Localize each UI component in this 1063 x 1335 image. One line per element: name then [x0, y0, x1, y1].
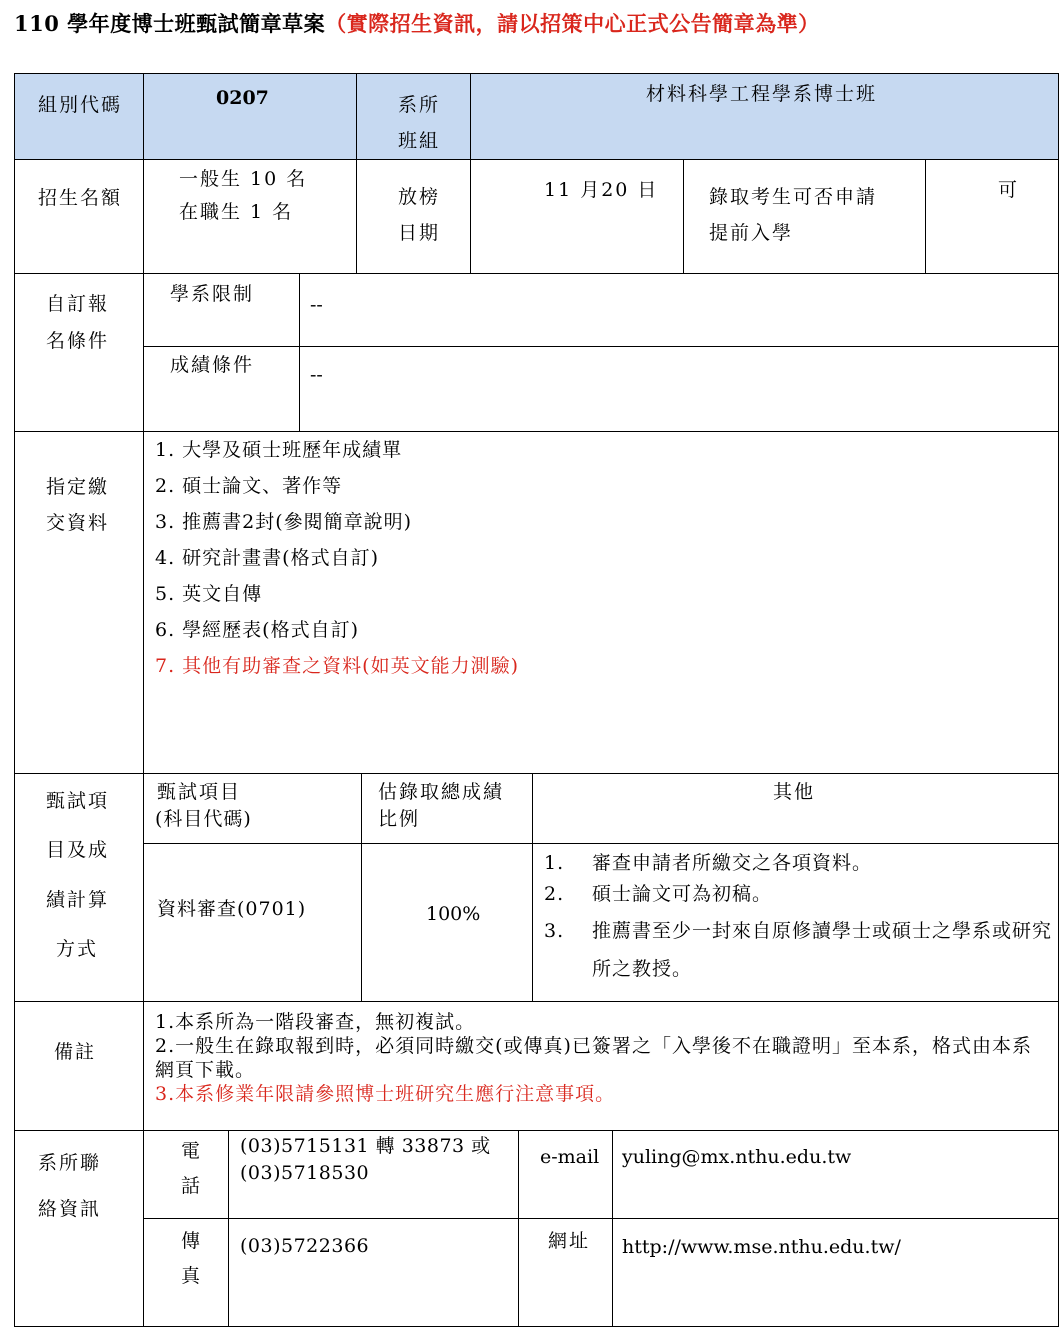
release-date: 11 月20 日: [544, 179, 659, 201]
exam-item-header-line1: 甄試項目: [157, 781, 242, 803]
table-line: [14, 273, 1059, 274]
exam-label-line4: 方式: [56, 938, 99, 960]
table-line: [14, 73, 15, 1327]
table-line: [612, 1130, 613, 1327]
list-item: 2.一般生在錄取報到時，必須同時繳交(或傳真)已簽署之「入學後不在職證明」至本系，格式由本系網頁下載。: [155, 1035, 1032, 1081]
phone-label-line1: 電: [181, 1140, 203, 1162]
release-label-line2: 日期: [398, 222, 441, 244]
phone-label-line2: 話: [181, 1175, 203, 1197]
table-line: [14, 1001, 1059, 1002]
table-line: [683, 159, 684, 274]
table-line: [532, 773, 533, 1002]
title-main: 110 學年度博士班甄試簡章草案: [14, 11, 326, 36]
grade-condition-label: 成績條件: [170, 354, 255, 376]
conditions-label-line2: 名條件: [46, 330, 110, 352]
contact-label-line2: 絡資訊: [38, 1198, 102, 1220]
list-item: 1.本系所為一階段審查，無初複試。: [155, 1011, 476, 1033]
table-line: [143, 1218, 1059, 1219]
list-item: 4. 研究計畫書(格式自訂): [155, 547, 379, 569]
table-line: [470, 73, 471, 274]
table-line: [1058, 73, 1059, 1327]
table-line: [143, 843, 1059, 844]
table-line: [299, 273, 300, 432]
table-line: [14, 159, 1059, 160]
table-line: [228, 1130, 229, 1327]
fax-label-line1: 傳: [181, 1230, 203, 1252]
header-row-background: [14, 74, 1058, 159]
group-code-label: 組別代碼: [38, 94, 123, 116]
exam-criteria-list: [544, 848, 1054, 988]
list-item: 3. 推薦書2封(參閱簡章說明): [155, 511, 413, 533]
table-line: [518, 1130, 519, 1327]
phone-value-line2: (03)5718530: [240, 1162, 370, 1184]
document-title: [14, 8, 820, 38]
exam-ratio-value: 100%: [426, 903, 481, 925]
quota-general: 一般生 10 名: [179, 168, 308, 190]
table-line: [14, 73, 1059, 74]
exam-item-header-line2: (科目代碼): [155, 808, 252, 830]
criteria-text: 審查申請者所繳交之各項資料。: [592, 852, 873, 874]
email-value[interactable]: yuling@mx.nthu.edu.tw: [622, 1146, 852, 1168]
group-code-value: 0207: [216, 87, 269, 109]
website-value[interactable]: http://www.mse.nthu.edu.tw/: [622, 1236, 901, 1258]
exam-label-line1: 甄試項: [46, 790, 110, 812]
dept-label-line2: 班組: [398, 130, 441, 152]
fax-label-line2: 真: [181, 1265, 203, 1287]
notes-label: 備註: [54, 1041, 97, 1063]
table-line: [14, 773, 1059, 774]
exam-ratio-header-line2: 比例: [378, 808, 421, 830]
list-item: 2. 碩士論文、著作等: [155, 475, 343, 497]
website-label: 網址: [548, 1230, 591, 1252]
list-item: [544, 848, 1054, 879]
criteria-num: 3.: [544, 920, 565, 942]
early-admission-label-line2: 提前入學: [709, 222, 794, 244]
table-line: [361, 773, 362, 1002]
exam-item-value: 資料審查(0701): [157, 898, 307, 920]
quota-label: 招生名額: [38, 187, 123, 209]
list-item: 7. 其他有助審查之資料(如英文能力測驗): [155, 655, 519, 677]
list-item: [544, 879, 1054, 910]
list-item: 3.本系修業年限請參照博士班研究生應行注意事項。: [155, 1083, 616, 1105]
table-line: [14, 1130, 1059, 1131]
exam-ratio-header-line1: 估錄取總成績: [378, 781, 505, 803]
table-line: [14, 1326, 1059, 1327]
criteria-text: 碩士論文可為初稿。: [592, 883, 773, 905]
quota-employed: 在職生 1 名: [179, 201, 294, 223]
exam-label-line2: 目及成: [46, 839, 110, 861]
list-item: [544, 912, 1054, 988]
dept-limit-value: --: [310, 294, 323, 316]
early-admission-label-line1: 錄取考生可否申請: [709, 186, 878, 208]
criteria-text: 推薦書至少一封來自原修讀學士或碩士之學系或研究所之教授。: [592, 920, 1053, 980]
conditions-label-line1: 自訂報: [46, 293, 110, 315]
fax-value: (03)5722366: [240, 1235, 370, 1257]
materials-label-line2: 交資料: [46, 512, 110, 534]
criteria-num: 1.: [544, 852, 565, 874]
exam-other-header: 其他: [773, 781, 816, 803]
list-item: 6. 學經歷表(格式自訂): [155, 619, 359, 641]
materials-list: [155, 432, 519, 684]
dept-value: 材料科學工程學系博士班: [646, 83, 878, 105]
title-note: （實際招生資訊，請以招策中心正式公告簡章為準）: [325, 11, 820, 36]
dept-limit-label: 學系限制: [170, 283, 255, 305]
list-item: 5. 英文自傳: [155, 583, 263, 605]
list-item: 1. 大學及碩士班歷年成績單: [155, 439, 403, 461]
early-admission-value: 可: [998, 179, 1020, 201]
release-label-line1: 放榜: [398, 186, 441, 208]
materials-label-line1: 指定繳: [46, 476, 110, 498]
exam-label-line3: 績計算: [46, 889, 110, 911]
table-line: [143, 73, 144, 1327]
criteria-num: 2.: [544, 883, 565, 905]
dept-label-line1: 系所: [398, 94, 441, 116]
phone-value-line1: (03)5715131 轉 33873 或: [240, 1135, 491, 1157]
table-line: [925, 159, 926, 274]
table-line: [143, 346, 1059, 347]
notes-list: [155, 1010, 1050, 1106]
grade-condition-value: --: [310, 364, 323, 386]
table-line: [356, 73, 357, 274]
contact-label-line1: 系所聯: [38, 1152, 102, 1174]
email-label: e-mail: [540, 1146, 600, 1168]
